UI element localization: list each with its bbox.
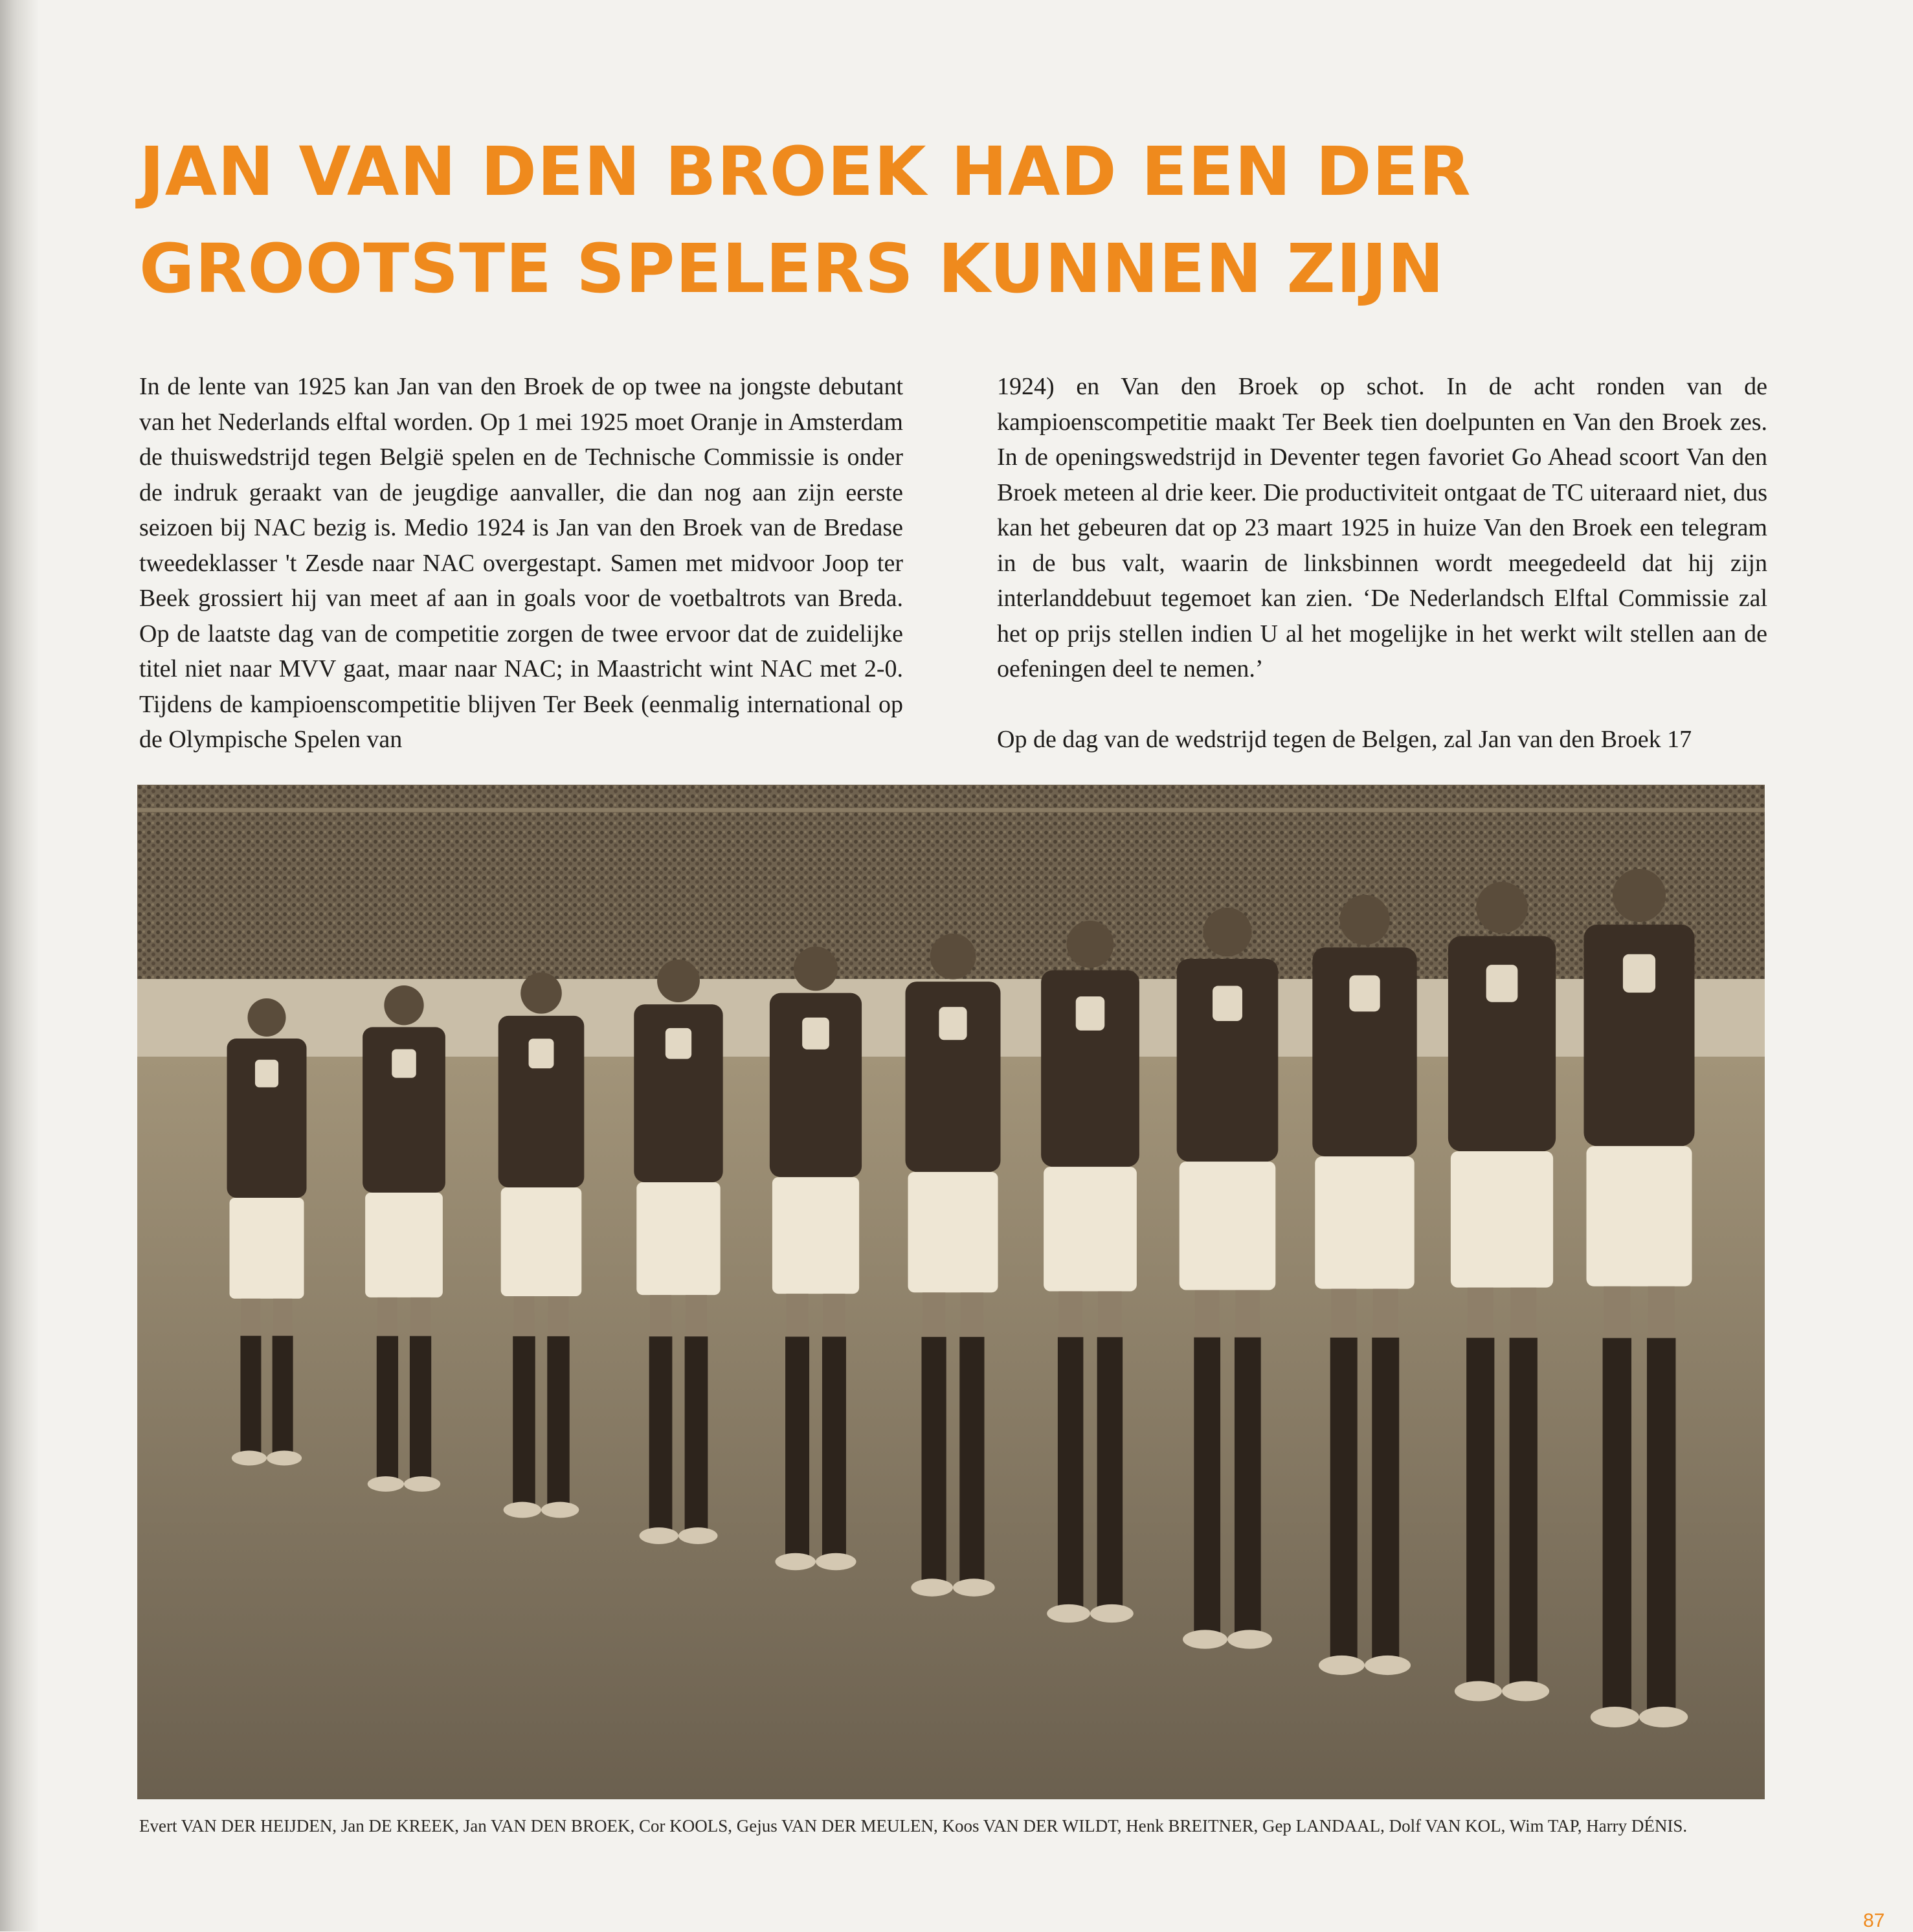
player-shorts (501, 1187, 582, 1296)
player-shorts (230, 1198, 304, 1299)
player-left-boot (1319, 1656, 1365, 1675)
player-shorts (1315, 1156, 1414, 1288)
player-shorts (1587, 1146, 1692, 1286)
page-number: 87 (1863, 1910, 1885, 1931)
title-line-1: JAN VAN DEN BROEK HAD EEN DER (139, 132, 1471, 211)
player-left-boot (1455, 1681, 1502, 1701)
player-left-sock (649, 1336, 673, 1536)
player-right-boot (267, 1451, 302, 1466)
right-column-paragraph-2: Op de dag van de wedstrijd tegen de Belgen, zal Jan van den Broek 17 (997, 725, 1692, 753)
paragraph-gap (997, 687, 1767, 722)
player-head (794, 947, 838, 991)
article-title (139, 123, 1758, 317)
player-left-boot (504, 1502, 541, 1518)
player-left-sock (377, 1336, 398, 1484)
player-crest (1486, 965, 1518, 1002)
player-head (384, 985, 423, 1025)
player-right-boot (541, 1502, 579, 1518)
player-left-sock (785, 1337, 809, 1562)
player-right-sock (1235, 1338, 1261, 1639)
player-right-sock (822, 1337, 846, 1562)
player-right-boot (404, 1476, 440, 1492)
photo-caption: Evert VAN DER HEIJDEN, Jan DE KREEK, Jan VAN DEN BROEK, Cor KOOLS, Gejus VAN DER MEULEN, Koos VAN DER WILDT, Henk BREITNER, Gep LANDAAL, Dolf VAN KOL, Wim TAP, Harry DÉNIS. (139, 1816, 1688, 1836)
player-left-boot (640, 1527, 678, 1544)
player-left-boot (1047, 1604, 1090, 1623)
player-crest (1349, 975, 1380, 1011)
right-text-column (997, 369, 1767, 757)
player-right-sock (547, 1336, 569, 1510)
player-left-sock (1194, 1338, 1220, 1639)
player-crest (255, 1060, 278, 1088)
title-line-2: GROOTSTE SPELERS KUNNEN ZIJN (139, 229, 1445, 308)
player-crest (529, 1039, 554, 1068)
player-shorts (365, 1193, 443, 1297)
player-right-boot (678, 1527, 717, 1544)
player-crest (1623, 954, 1655, 993)
player-left-sock (240, 1336, 261, 1458)
player-head (247, 998, 285, 1037)
player-right-boot (1502, 1681, 1549, 1701)
player-left-sock (1058, 1337, 1083, 1613)
player-left-sock (921, 1337, 946, 1588)
player-left-boot (775, 1553, 816, 1571)
player-head (1067, 921, 1114, 968)
player-left-sock (1330, 1338, 1358, 1665)
player-shorts (1180, 1162, 1276, 1290)
player-crest (939, 1007, 967, 1040)
player-head (1613, 869, 1666, 922)
stand-roof-line (137, 808, 1765, 812)
player-left-boot (1183, 1630, 1227, 1648)
player-left-boot (911, 1578, 953, 1596)
player-right-boot (1090, 1604, 1134, 1623)
player-left-boot (368, 1476, 404, 1492)
player-right-sock (1647, 1338, 1675, 1717)
player-left-sock (1603, 1338, 1631, 1717)
player-left-sock (513, 1336, 535, 1510)
player-head (1476, 882, 1528, 934)
right-column-paragraph-1: 1924) en Van den Broek op schot. In de acht ronden van de kampioenscompetitie maakt Ter Beek tien doelpunten en Van den Broek zes. In de openingswedstrijd in Deventer tegen favoriet Go Ahead scoort Van den Broek meteen al drie keer. Die productiviteit ontgaat de TC uiteraard niet, dus kan het gebeuren dat op 23 maart 1925 in huize Van den Broek een telegram in de bus valt, waarin de linksbinnen wordt meegedeeld dat hij zijn interlanddebuut tegemoet kan zien. ‘De Nederlandsch Elftal Commissie zal het op prijs stellen indien U al het mogelijke in het werkt wilt stellen aan de oefeningen deel te nemen.’ (997, 373, 1767, 682)
player-right-boot (816, 1553, 856, 1571)
player-shorts (1044, 1167, 1137, 1291)
player-right-sock (685, 1336, 708, 1536)
player-crest (392, 1049, 416, 1077)
team-photo-illustration (137, 785, 1765, 1799)
player-shorts (636, 1182, 720, 1295)
player-left-boot (1591, 1707, 1639, 1727)
team-photo (137, 785, 1765, 1799)
player-right-sock (1372, 1338, 1399, 1665)
player-right-boot (1365, 1656, 1411, 1675)
player-shorts (1451, 1151, 1553, 1288)
player-right-sock (1510, 1338, 1538, 1691)
player-head (520, 972, 562, 1014)
player-shorts (772, 1177, 859, 1294)
player-right-boot (953, 1578, 995, 1596)
player-left-boot (232, 1451, 267, 1466)
player-crest (1076, 996, 1105, 1031)
player-head (1339, 895, 1389, 945)
player-head (657, 960, 700, 1002)
page-binding-shadow (0, 0, 39, 1931)
player-crest (802, 1018, 829, 1050)
player-right-boot (1639, 1707, 1688, 1727)
player-left-sock (1466, 1338, 1494, 1691)
player-crest (666, 1028, 691, 1059)
player-right-boot (1227, 1630, 1272, 1648)
left-text-column (139, 369, 903, 758)
player-shorts (908, 1172, 998, 1292)
player-right-sock (959, 1337, 984, 1588)
player-right-sock (273, 1336, 293, 1458)
player-right-sock (1097, 1337, 1123, 1613)
player-crest (1213, 986, 1242, 1021)
left-column-paragraph: In de lente van 1925 kan Jan van den Broek de op twee na jongste debutant van het Nederlands elftal worden. Op 1 mei 1925 moet Oranje in Amsterdam de thuiswedstrijd tegen België spelen en de Technische Commissie is onder de indruk geraakt van de jeugdige aanvaller, die dan nog aan zijn eerste seizoen bij NAC bezig is. Medio 1924 is Jan van den Broek van de Bredase tweedeklasser 't Zesde naar NAC overgestapt. Samen met midvoor Joop ter Beek grossiert hij van meet af aan in goals voor de voetbaltrots van Breda. Op de laatste dag van de competitie zorgen de twee ervoor dat de zuidelijke titel niet naar MVV gaat, maar naar NAC; in Maastricht wint NAC met 2-0. Tijdens de kampioenscompetitie blijven Ter Beek (eenmalig international op de Olympische Spelen van (139, 373, 903, 753)
player-head (1203, 908, 1251, 956)
player-right-sock (410, 1336, 431, 1484)
player-head (930, 934, 976, 980)
